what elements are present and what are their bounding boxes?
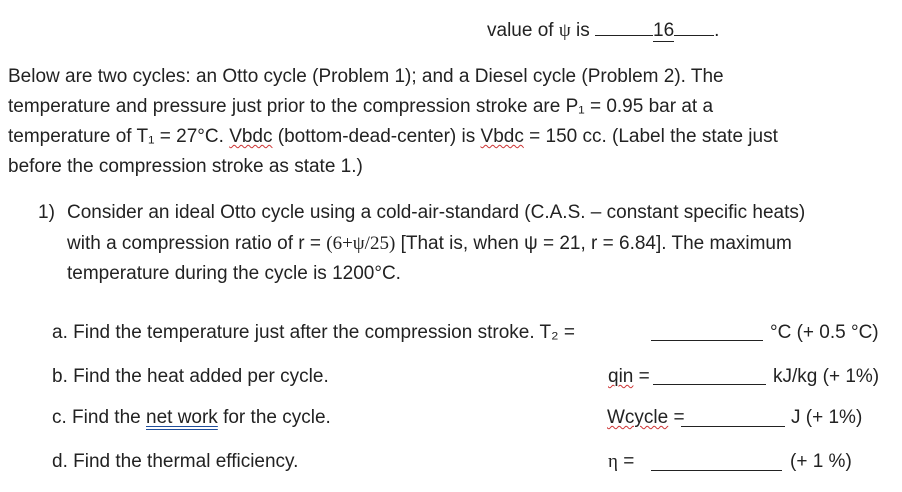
part-a-unit: °C (+ 0.5 °C)	[770, 322, 879, 343]
psi-blank-right	[674, 19, 714, 36]
efficiency-symbol: η	[608, 451, 618, 472]
part-c-symbol-group: Wcycle =	[607, 407, 685, 428]
intro-line-3: temperature of T₁ = 27°C. Vbdc (bottom-dead-center) is Vbdc = 150 cc. (Label the state just	[8, 126, 778, 147]
part-c-answer-blank[interactable]	[681, 426, 785, 427]
intro-line-2: temperature and pressure just prior to the compression stroke are P₁ = 0.95 bar at a	[8, 96, 714, 117]
part-b-question: b. Find the heat added per cycle.	[52, 366, 329, 387]
psi-value: 16	[653, 20, 675, 41]
compression-ratio-formula: (6+ψ/25)	[326, 233, 396, 254]
part-b-symbol-group: qin =	[608, 366, 650, 387]
part-a-answer-blank[interactable]	[651, 340, 763, 341]
work-cycle-symbol: Wcycle	[607, 407, 669, 428]
part-d-answer-blank[interactable]	[651, 470, 782, 471]
part-d-question: d. Find the thermal efficiency.	[52, 451, 299, 472]
part-b-unit: kJ/kg (+ 1%)	[773, 366, 880, 387]
vbdc-term-1: Vbdc	[229, 126, 273, 147]
psi-value-line: value of ψ is 16 .	[487, 20, 720, 41]
psi-symbol: ψ	[558, 20, 571, 41]
heat-in-symbol: qin	[608, 366, 634, 387]
intro-line-4: before the compression stroke as state 1.)	[8, 156, 363, 177]
psi-blank-left	[595, 19, 653, 36]
problem-number: 1)	[38, 202, 55, 223]
psi-is: is	[570, 20, 596, 41]
net-work-term: net work	[146, 407, 218, 428]
intro-line-1: Below are two cycles: an Otto cycle (Problem 1); and a Diesel cycle (Problem 2). The	[8, 66, 724, 87]
part-c-question: c. Find the net work for the cycle.	[52, 407, 331, 428]
vbdc-term-2: Vbdc	[480, 126, 524, 147]
part-c-unit: J (+ 1%)	[791, 407, 863, 428]
problem1-line-2: with a compression ratio of r = (6+ψ/25) [That is, when ψ = 21, r = 6.84]. The maximum	[67, 233, 792, 254]
problem1-line-3: temperature during the cycle is 1200°C.	[67, 263, 401, 284]
part-a-question: a. Find the temperature just after the compression stroke. T₂ =	[52, 322, 575, 343]
problem1-line-1: Consider an ideal Otto cycle using a cold-air-standard (C.A.S. – constant specific heats)	[67, 202, 806, 223]
part-d-symbol-group: η =	[608, 451, 635, 472]
psi-prefix: value of	[487, 20, 559, 41]
part-b-answer-blank[interactable]	[653, 384, 766, 385]
part-d-unit: (+ 1 %)	[790, 451, 852, 472]
